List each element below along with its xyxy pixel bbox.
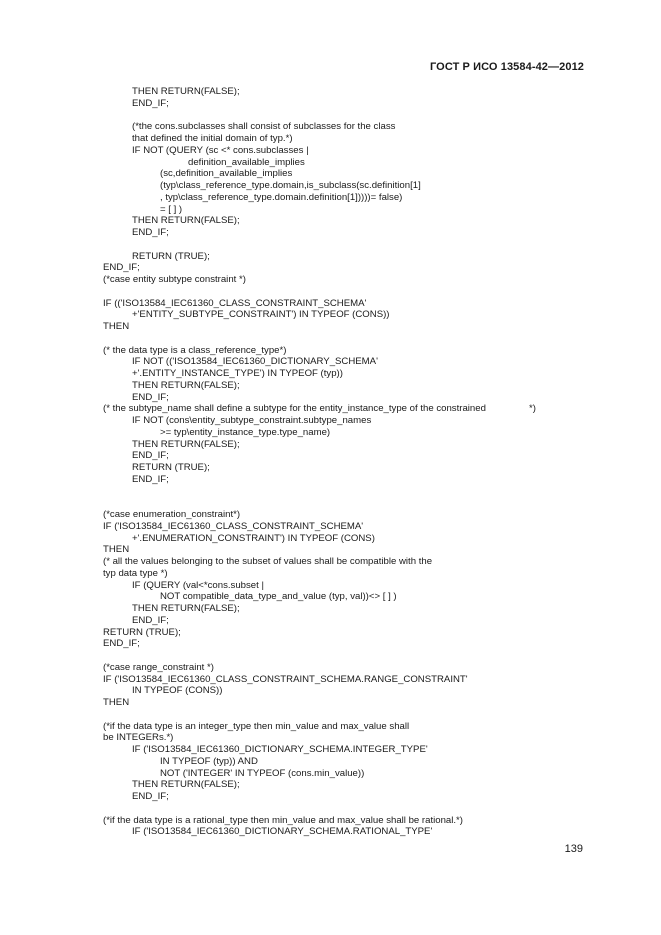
code-line (103, 591, 583, 603)
code-line-text: END_IF; (132, 450, 169, 462)
code-line (103, 345, 583, 357)
code-line-text: THEN (103, 544, 130, 556)
code-line (103, 650, 583, 662)
code-line (103, 298, 583, 310)
code-line (103, 427, 583, 439)
code-line (103, 791, 583, 803)
code-line (103, 380, 583, 392)
code-line (103, 180, 583, 192)
code-line (103, 497, 583, 509)
code-line-text: (*the cons.subclasses shall consist of subclasses for the class (132, 121, 396, 133)
code-line-text: END_IF; (103, 638, 140, 650)
code-line (103, 121, 583, 133)
code-line (103, 779, 583, 791)
code-line (103, 685, 583, 697)
code-line-text: RETURN (TRUE); (103, 626, 181, 638)
code-line (103, 215, 583, 227)
code-line-text: END_IF; (132, 473, 169, 485)
code-line-text: (*case entity subtype constraint *) (103, 274, 246, 285)
code-line (103, 474, 583, 486)
code-line (103, 627, 583, 639)
code-line (103, 192, 583, 204)
code-line-text: IN TYPEOF (CONS)) (132, 685, 223, 697)
code-line (103, 744, 583, 756)
code-line-text: (* the subtype_name shall define a subtype for the entity_instance_type of the constrained (103, 403, 486, 415)
code-line-text: +'ENTITY_SUBTYPE_CONSTRAINT') IN TYPEOF (CONS)) (132, 309, 390, 321)
code-line (103, 274, 583, 286)
code-line-text: RETURN (TRUE); (132, 250, 210, 262)
code-line-text: END_IF; (103, 262, 140, 274)
code-line (103, 403, 583, 415)
code-line (103, 368, 583, 380)
code-line (103, 133, 583, 145)
code-line-text: (*case range_constraint *) (103, 661, 214, 673)
code-line-text: IF (QUERY (val<*cons.subset | (132, 579, 264, 591)
code-line (103, 356, 583, 368)
code-line (103, 392, 583, 404)
code-line-text: THEN RETURN(FALSE); (132, 215, 240, 227)
code-line-text: IF ('ISO13584_IEC61360_DICTIONARY_SCHEMA.RATIONAL_TYPE' (132, 826, 433, 838)
code-line-text: THEN RETURN(FALSE); (132, 603, 240, 614)
code-line (103, 580, 583, 592)
code-line (103, 732, 583, 744)
code-line-text: END_IF; (132, 97, 169, 109)
code-line-text: typ data type *) (103, 567, 168, 579)
code-line-text: IF NOT (QUERY (sc <* cons.subclasses | (132, 144, 309, 156)
code-line-text: END_IF; (132, 614, 169, 626)
code-line-text: IN TYPEOF (typ)) AND (160, 755, 258, 767)
code-line-text: NOT compatible_data_type_and_value (typ, val))<> [ ] ) (160, 591, 397, 603)
code-line (103, 321, 583, 333)
code-line-text: THEN RETURN(FALSE); (132, 438, 240, 450)
code-line (103, 533, 583, 545)
code-line (103, 509, 583, 521)
code-line (103, 815, 583, 827)
code-listing (103, 86, 583, 838)
code-line (103, 768, 583, 780)
code-line (103, 168, 583, 180)
code-line (103, 521, 583, 533)
code-line-text: , typ\class_reference_type.domain.definition[1]))))= false) (160, 191, 403, 203)
code-line (103, 145, 583, 157)
code-line-text: be INTEGERs.*) (103, 732, 174, 744)
code-line (103, 697, 583, 709)
code-line-text: END_IF; (132, 227, 169, 238)
page-number: 139 (564, 843, 583, 855)
document-header: ГОСТ Р ИСО 13584-42—2012 (429, 61, 584, 73)
code-line (103, 826, 583, 838)
code-line (103, 756, 583, 768)
code-line (103, 204, 583, 216)
code-line-text: IF ('ISO13584_IEC61360_DICTIONARY_SCHEMA.INTEGER_TYPE' (132, 744, 428, 755)
code-line-text: THEN RETURN(FALSE); (132, 779, 240, 791)
code-line-text: IF (('ISO13584_IEC61360_CLASS_CONSTRAINT_SCHEMA' (103, 297, 367, 309)
code-line (103, 709, 583, 721)
comment-close-mark: *) (529, 403, 536, 415)
code-line (103, 309, 583, 321)
code-line (103, 286, 583, 298)
code-line (103, 462, 583, 474)
code-line (103, 662, 583, 674)
code-line-text: (*case enumeration_constraint*) (103, 509, 241, 520)
code-line-text: = [ ] ) (160, 203, 183, 215)
code-line-text: THEN (103, 321, 130, 332)
code-line-text: THEN (103, 697, 130, 708)
code-line-text: (*if the data type is an integer_type then min_value and max_value shall (103, 720, 410, 732)
code-line (103, 86, 583, 98)
code-line-text: +'.ENTITY_INSTANCE_TYPE') IN TYPEOF (typ)) (132, 368, 343, 379)
code-line-text: (sc,definition_available_implies (160, 168, 293, 180)
code-line (103, 568, 583, 580)
code-line (103, 603, 583, 615)
code-line-text: NOT ('INTEGER' IN TYPEOF (cons.min_value)) (160, 767, 365, 779)
code-line-text: IF NOT (cons\entity_subtype_constraint.subtype_names (132, 415, 372, 426)
code-line-text: >= typ\entity_instance_type.type_name) (160, 426, 331, 438)
code-line-text: +'.ENUMERATION_CONSTRAINT') IN TYPEOF (CONS) (132, 532, 375, 544)
code-line (103, 544, 583, 556)
code-line-text: THEN RETURN(FALSE); (132, 379, 240, 391)
code-line-text: (* all the values belonging to the subset of values shall be compatible with the (103, 556, 433, 567)
code-line-text: definition_available_implies (188, 156, 305, 168)
code-line (103, 486, 583, 498)
code-line (103, 98, 583, 110)
code-line (103, 439, 583, 451)
code-line-text: (*if the data type is a rational_type then min_value and max_value shall be rational.*) (103, 814, 463, 826)
code-line (103, 674, 583, 686)
code-line (103, 239, 583, 251)
code-line-text: END_IF; (132, 791, 169, 802)
code-line (103, 110, 583, 122)
code-line-text: RETURN (TRUE); (132, 462, 210, 473)
code-line-text: (* the data type is a class_reference_type*) (103, 344, 287, 356)
code-line-text: (typ\class_reference_type.domain,is_subclass(sc.definition[1] (160, 180, 421, 191)
code-line (103, 721, 583, 733)
code-line-text: IF ('ISO13584_IEC61360_CLASS_CONSTRAINT_SCHEMA' (103, 520, 364, 532)
code-line-text: that defined the initial domain of typ.*) (132, 133, 293, 144)
code-line (103, 415, 583, 427)
code-line (103, 615, 583, 627)
code-line (103, 450, 583, 462)
code-line-text: THEN RETURN(FALSE); (132, 86, 240, 97)
code-line-text: IF ('ISO13584_IEC61360_CLASS_CONSTRAINT_SCHEMA.RANGE_CONSTRAINT' (103, 673, 468, 685)
code-line (103, 262, 583, 274)
code-line-text: IF NOT (('ISO13584_IEC61360_DICTIONARY_SCHEMA' (132, 356, 378, 368)
code-line (103, 227, 583, 239)
code-line (103, 333, 583, 345)
code-line (103, 803, 583, 815)
code-line-text: END_IF; (132, 391, 169, 403)
code-line (103, 638, 583, 650)
code-line (103, 556, 583, 568)
code-line (103, 251, 583, 263)
code-line (103, 157, 583, 169)
